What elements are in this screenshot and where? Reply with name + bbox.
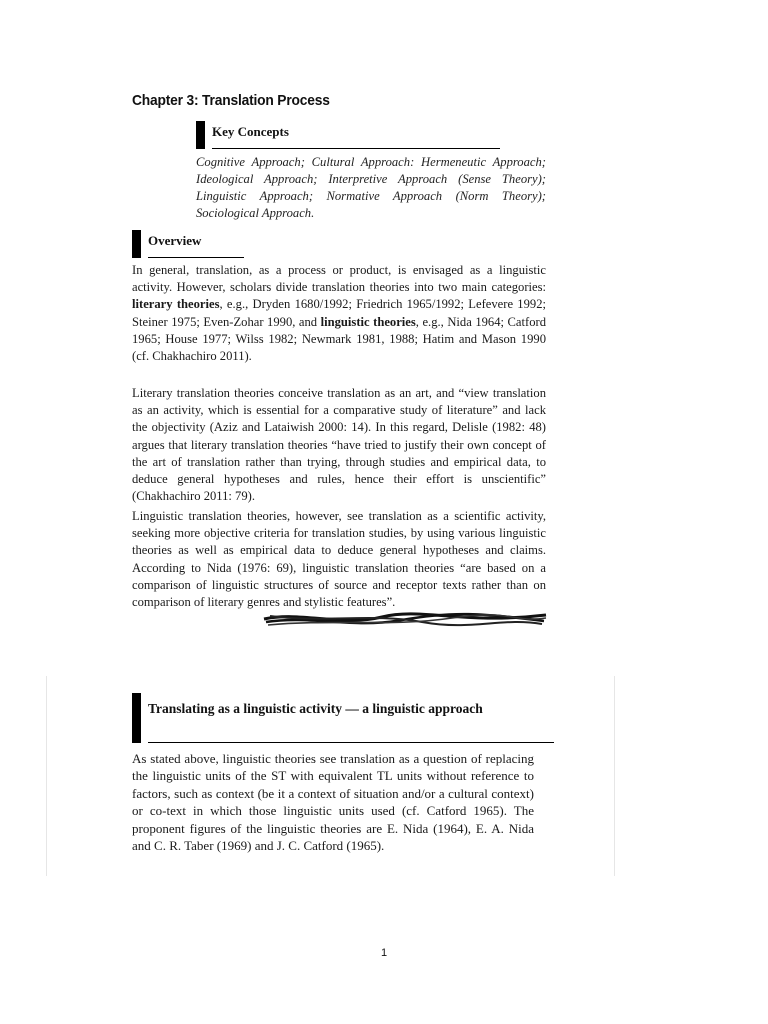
- overview-paragraph-3: Linguistic translation theories, however, see translation as a scientific activity, seeking more objective criteria for translation studies, by using various linguistic theories as well as empirical data to deduce general hypotheses and claims. According to Nida (1976: 69), linguistic translation theories “are based on a comparison of linguistic structures of source and receptor texts rather than on comparison of literary genres and stylistic features”.: [132, 509, 546, 610]
- term-linguistic-theories: linguistic theories: [320, 314, 416, 329]
- overview-heading-label: Overview: [148, 230, 244, 258]
- page-number: 1: [380, 947, 388, 959]
- text-span: In general, translation, as a process or product, is envisaged as a linguistic activity. However, scholars divide translation theories into two main categories:: [132, 263, 546, 295]
- linguistic-activity-heading-label: Translating as a linguistic activity — a linguistic approach: [148, 693, 554, 743]
- heading-bar: [132, 693, 141, 743]
- heading-bar: [196, 121, 205, 149]
- linguistic-activity-heading: [132, 693, 554, 743]
- redaction-scribble: [262, 609, 548, 629]
- text-span: , e.g., Dryden 1680/1992; Friedrich 1965/1992; Lefevere 1992; Steiner 1975; Even-Zohar 1990, and: [132, 297, 546, 329]
- overview-heading: [132, 230, 244, 258]
- key-concepts-heading-label: Key Concepts: [212, 121, 500, 149]
- key-concepts-heading: [196, 121, 500, 149]
- term-literary-theories: literary theories: [132, 297, 220, 312]
- linguistic-approach-paragraph: As stated above, linguistic theories see translation as a question of replacing the linguistic units of the ST with equivalent TL units without reference to factors, such as context (be it a context of situation and/or a cultural context) or co-text in which those linguistic units used (cf. Catford 1965). The proponent figures of the linguistic theories are E. Nida (1964), E. A. Nida and C. R. Taber (1969) and J. C. Catford (1965).: [132, 751, 534, 854]
- heading-bar: [132, 230, 141, 258]
- text-span: , e.g., Nida 1964; Catford 1965; House 1977; Wilss 1982; Newmark 1981, 1988; Hatim and Mason 1990 (cf. Chakhachiro 2011).: [132, 314, 546, 364]
- overview-paragraph-2: Literary translation theories conceive translation as an art, and “view translation as an activity, which is essential for a comparative study of literature” and lack the objectivity (Aziz and Lataiwish 2000: 14). In this regard, Delisle (1982: 48) argues that literary translation theories “have tried to justify their own concept of the art of translation rather than trying, through studies and empirical data, to deduce general hypotheses and rules, hence their effort is unscientific” (Chakhachiro 2011: 79).: [132, 386, 546, 504]
- overview-paragraph-1: [132, 262, 546, 365]
- key-concepts-list: Cognitive Approach; Cultural Approach: Hermeneutic Approach; Ideological Approach; Interpretive Approach (Sense Theory); Linguistic Approach; Normative Approach (Norm Theory); Sociological Approach.: [196, 155, 546, 220]
- scan-edge-right: [614, 676, 615, 876]
- chapter-title: Chapter 3: Translation Process: [132, 92, 330, 109]
- scan-edge-left: [46, 676, 47, 876]
